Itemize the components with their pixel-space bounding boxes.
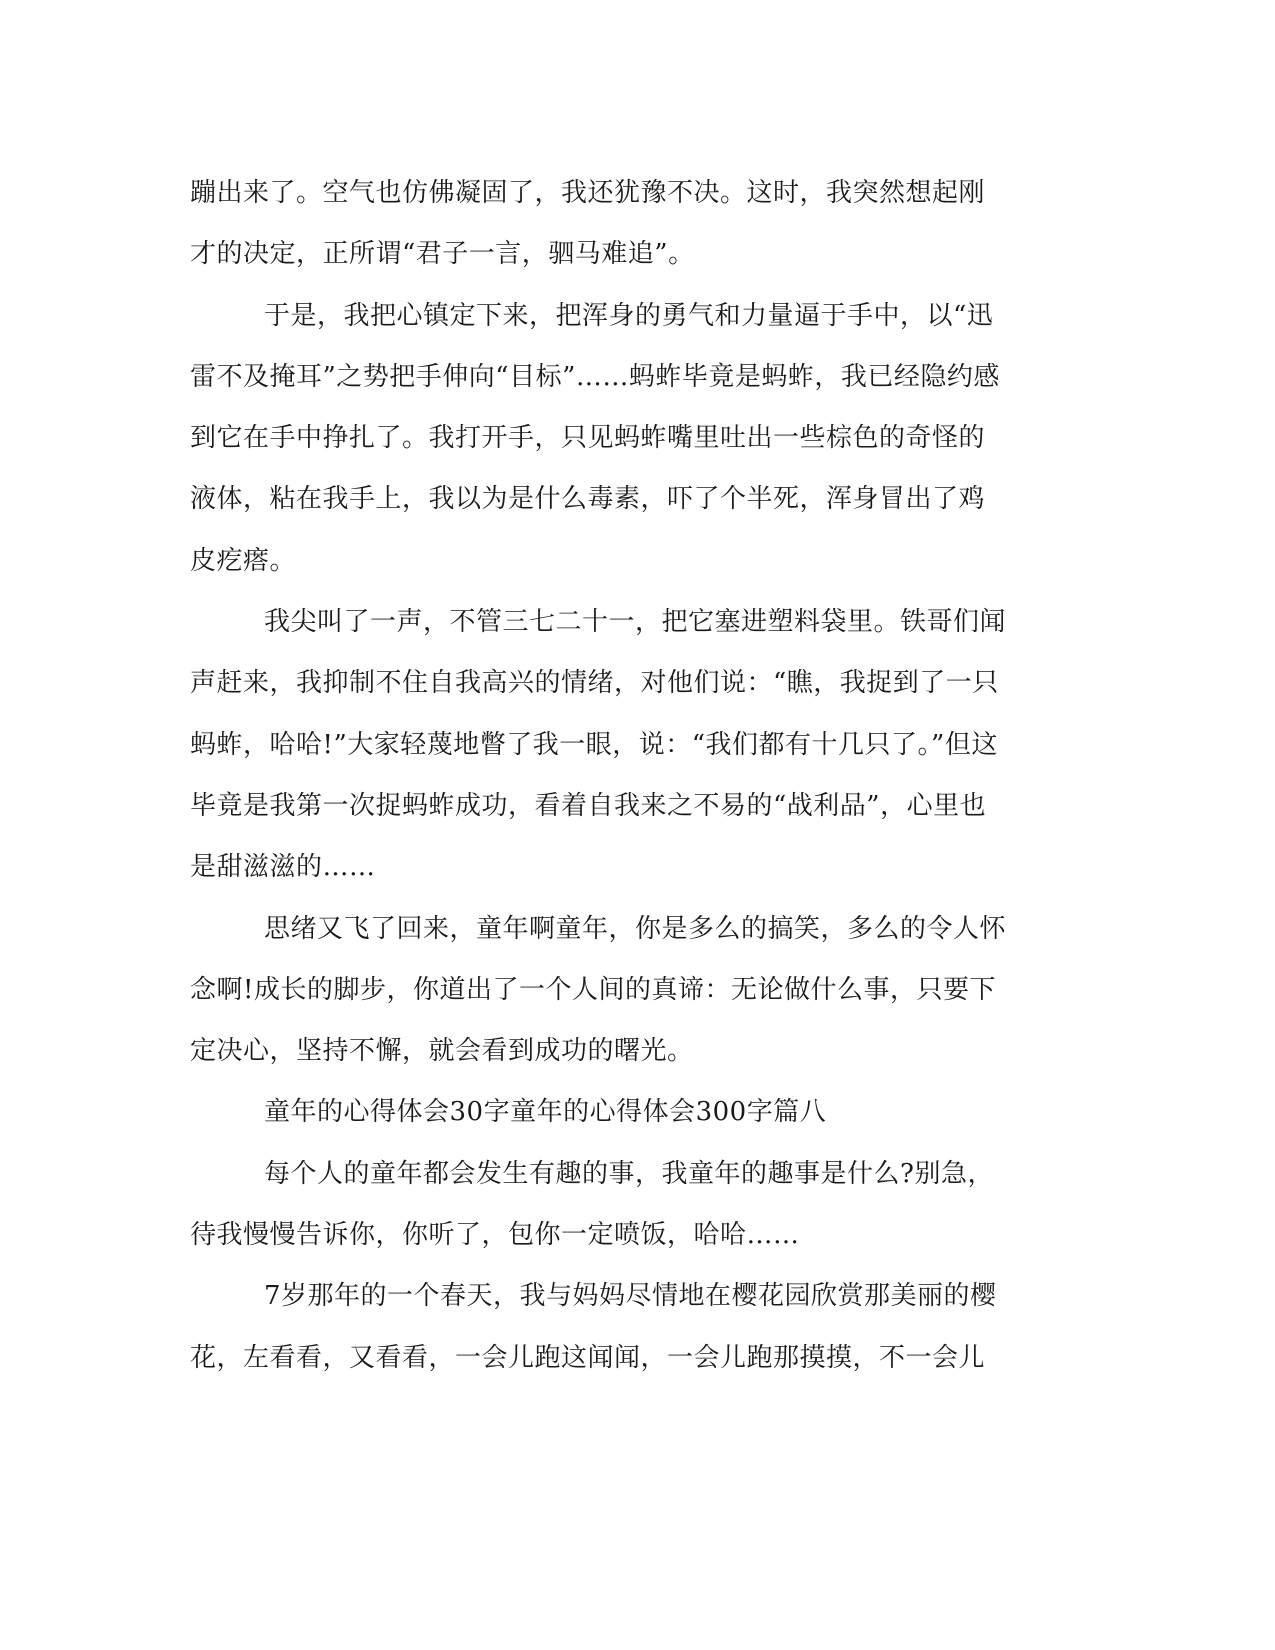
- text-line: 是甜滋滋的……: [190, 852, 376, 883]
- text-line: 待我慢慢告诉你，你听了，包你一定喷饭，哈哈……: [190, 1220, 800, 1251]
- section-heading: 童年的心得体会30字童年的心得体会300字篇八: [264, 1097, 827, 1128]
- text-line: 定决心，坚持不懈，就会看到成功的曙光。: [190, 1036, 694, 1067]
- paragraph-start-line: 每个人的童年都会发生有趣的事，我童年的趣事是什么?别急，: [264, 1158, 994, 1189]
- paragraph-start-line: 思绪又飞了回来，童年啊童年，你是多么的搞笑，多么的令人怀: [264, 913, 1007, 944]
- document-body: [190, 163, 1080, 1389]
- text-line: 到它在手中挣扎了。我打开手，只见蚂蚱嘴里吐出一些棕色的奇怪的: [190, 423, 986, 454]
- text-line: 念啊!成长的脚步，你道出了一个人间的真谛：无论做什么事，只要下: [190, 974, 996, 1005]
- paragraph-start-line: 于是，我把心镇定下来，把浑身的勇气和力量逼于手中，以“迅: [264, 300, 994, 331]
- text-line: 毕竟是我第一次捉蚂蚱成功，看着自我来之不易的“战利品”，心里也: [190, 790, 987, 821]
- text-line: 雷不及掩耳”之势把手伸向“目标”……蚂蚱毕竟是蚂蚱，我已经隐约感: [190, 361, 1000, 392]
- text-line: 花，左看看，又看看，一会儿跑这闻闻，一会儿跑那摸摸，不一会儿: [190, 1342, 986, 1373]
- text-line: 液体，粘在我手上，我以为是什么毒素，吓了个半死，浑身冒出了鸡: [190, 484, 986, 515]
- text-line: 皮疙瘩。: [190, 545, 297, 576]
- paragraph-start-line: 7岁那年的一个春天，我与妈妈尽情地在樱花园欣赏那美丽的樱: [264, 1281, 997, 1312]
- text-line: 蹦出来了。空气也仿佛凝固了，我还犹豫不决。这时，我突然想起刚: [190, 178, 986, 208]
- text-line: 声赶来，我抑制不住自我高兴的情绪，对他们说：“瞧，我捉到了一只: [190, 668, 999, 699]
- text-line: 才的决定，正所谓“君子一言，驷马难追”。: [190, 239, 695, 270]
- text-line: 蚂蚱，哈哈!”大家轻蔑地瞥了我一眼，说：“我们都有十几只了。”但这: [190, 729, 998, 760]
- paragraph-start-line: 我尖叫了一声，不管三七二十一，把它塞进塑料袋里。铁哥们闻: [264, 607, 1007, 638]
